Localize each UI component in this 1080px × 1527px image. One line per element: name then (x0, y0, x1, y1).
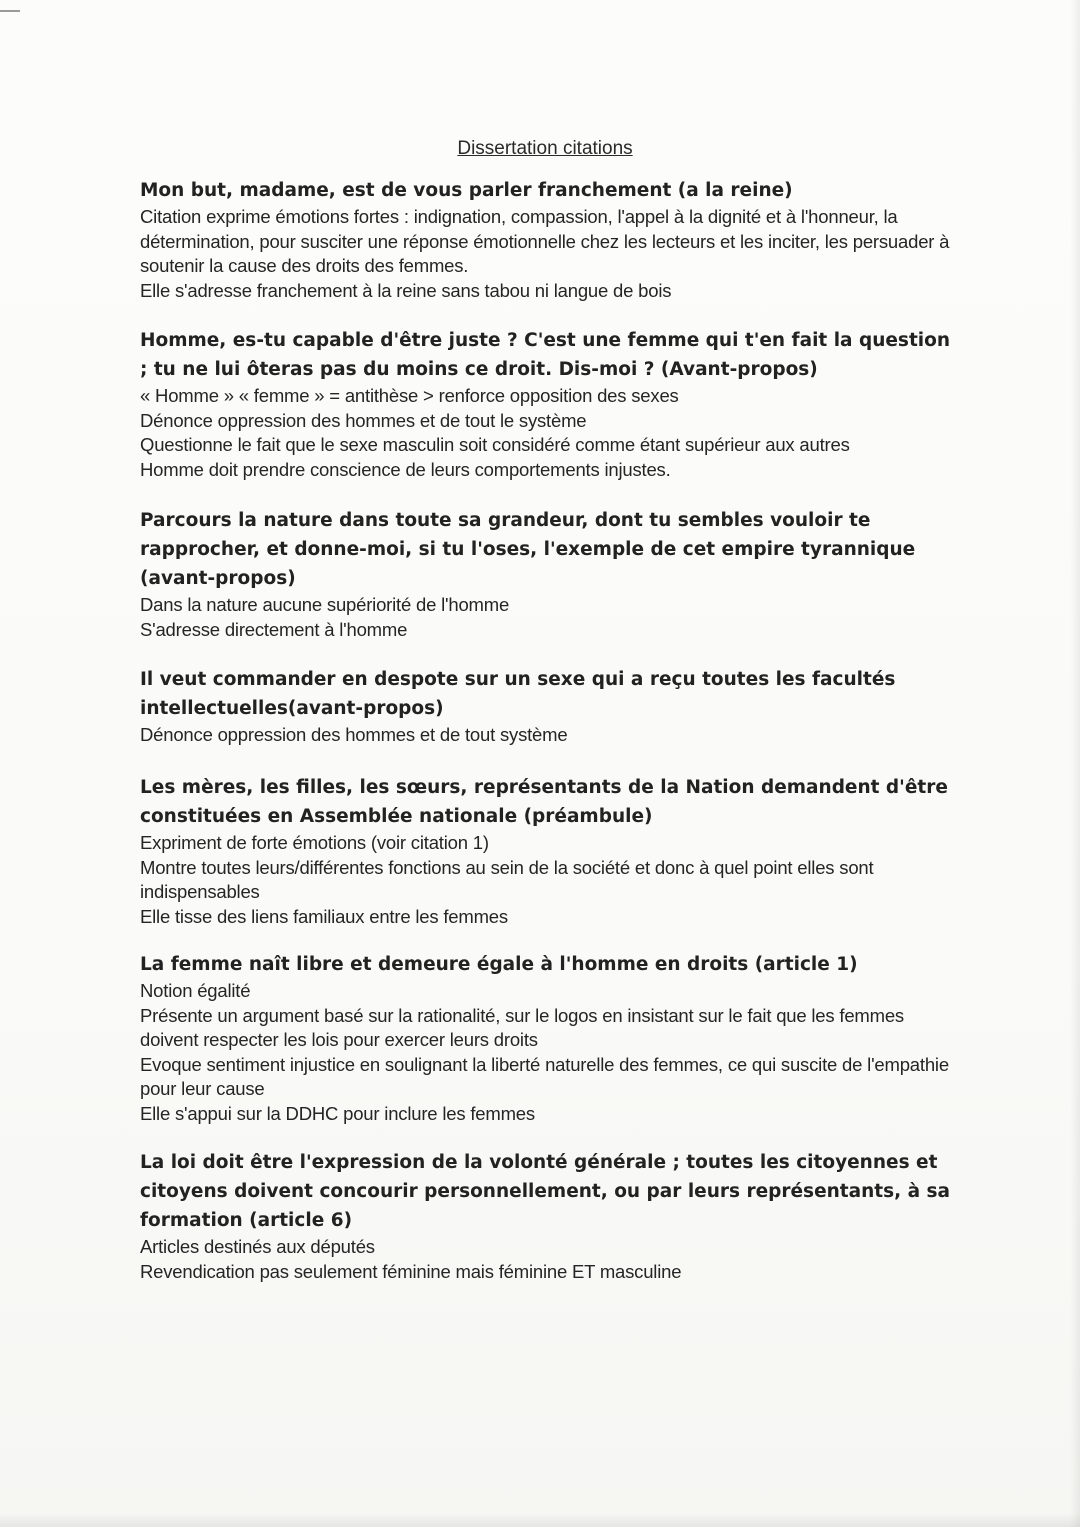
citation-note: Dénonce oppression des hommes et de tout le système (140, 409, 587, 431)
citation-notes (140, 593, 960, 642)
citation-notes (140, 723, 960, 748)
citation-section-1 (140, 176, 960, 303)
citation-note: Elle s'appui sur la DDHC pour inclure les femmes (140, 1102, 535, 1124)
citation-note: Présente un argument basé sur la rationalité, sur le logos en insistant sur le fait que les femmes doivent respecter les lois pour exercer leurs droits (140, 1004, 904, 1050)
citation-section-4 (140, 665, 960, 748)
citation-notes (140, 205, 960, 303)
citation-notes (140, 384, 960, 482)
citation-notes (140, 979, 960, 1126)
citation-section-5 (140, 773, 960, 929)
citation-section-7 (140, 1148, 960, 1284)
citation-note: Montre toutes leurs/différentes fonctions au sein de la société et donc à quel point elles sont indispensables (140, 856, 874, 902)
page-bottom-shadow (0, 1513, 1080, 1527)
citation-note: « Homme » « femme » = antithèse > renforce opposition des sexes (140, 385, 679, 406)
citation-note: Revendication pas seulement féminine mais féminine ET masculine (140, 1260, 682, 1282)
citation-note: Notion égalité (140, 980, 251, 1001)
document-title: Dissertation citations (457, 138, 633, 159)
citation-quote: La femme naît libre et demeure égale à l'homme en droits (article 1) (140, 954, 858, 975)
citation-note: Citation exprime émotions fortes : indignation, compassion, l'appel à la dignité et à l'honneur, la détermination, pour susciter une réponse émotionnelle chez les lecteurs et les inciter, les persuader à soutenir la cause des droits des femmes. (140, 206, 950, 276)
citation-section-6 (140, 950, 960, 1126)
citation-quote: Les mères, les filles, les sœurs, représentants de la Nation demandent d'être constituées en Assemblée nationale (préambule) (140, 777, 948, 827)
citation-quote: Mon but, madame, est de vous parler franchement (a la reine) (140, 180, 793, 201)
citation-notes (140, 831, 960, 929)
citation-quote: Homme, es-tu capable d'être juste ? C'est une femme qui t'en fait la question ; tu ne lui ôteras pas du moins ce droit. Dis-moi ? (Avant-propos) (140, 330, 951, 380)
scan-mark (0, 10, 20, 12)
citation-quote: Parcours la nature dans toute sa grandeur, dont tu sembles vouloir te rapprocher, et donne-moi, si tu l'oses, l'exemple de cet empire tyrannique (avant-propos) (140, 510, 916, 589)
page-edge-shadow (1070, 0, 1080, 1527)
citation-note: Elle tisse des liens familiaux entre les femmes (140, 905, 508, 927)
citation-section-2 (140, 326, 960, 482)
citation-note: S'adresse directement à l'homme (140, 618, 408, 640)
citation-note: Homme doit prendre conscience de leurs comportements injustes. (140, 458, 671, 480)
citation-notes (140, 1235, 960, 1284)
citation-note: Dans la nature aucune supériorité de l'homme (140, 594, 510, 615)
citation-note: Expriment de forte émotions (voir citation 1) (140, 832, 489, 853)
citation-note: Evoque sentiment injustice en soulignant la liberté naturelle des femmes, ce qui suscite de l'empathie pour leur cause (140, 1053, 949, 1099)
citation-note: Dénonce oppression des hommes et de tout système (140, 724, 568, 745)
citation-quote: La loi doit être l'expression de la volonté générale ; toutes les citoyennes et citoyens doivent concourir personnellement, ou par leurs représentants, à sa formation (article 6) (140, 1152, 951, 1231)
citation-note: Elle s'adresse franchement à la reine sans tabou ni langue de bois (140, 279, 672, 301)
citation-section-3 (140, 506, 960, 642)
citation-note: Articles destinés aux députés (140, 1236, 375, 1257)
citation-quote: Il veut commander en despote sur un sexe qui a reçu toutes les facultés intellectuelles(avant-propos) (140, 669, 896, 719)
citation-note: Questionne le fait que le sexe masculin soit considéré comme étant supérieur aux autres (140, 434, 850, 455)
